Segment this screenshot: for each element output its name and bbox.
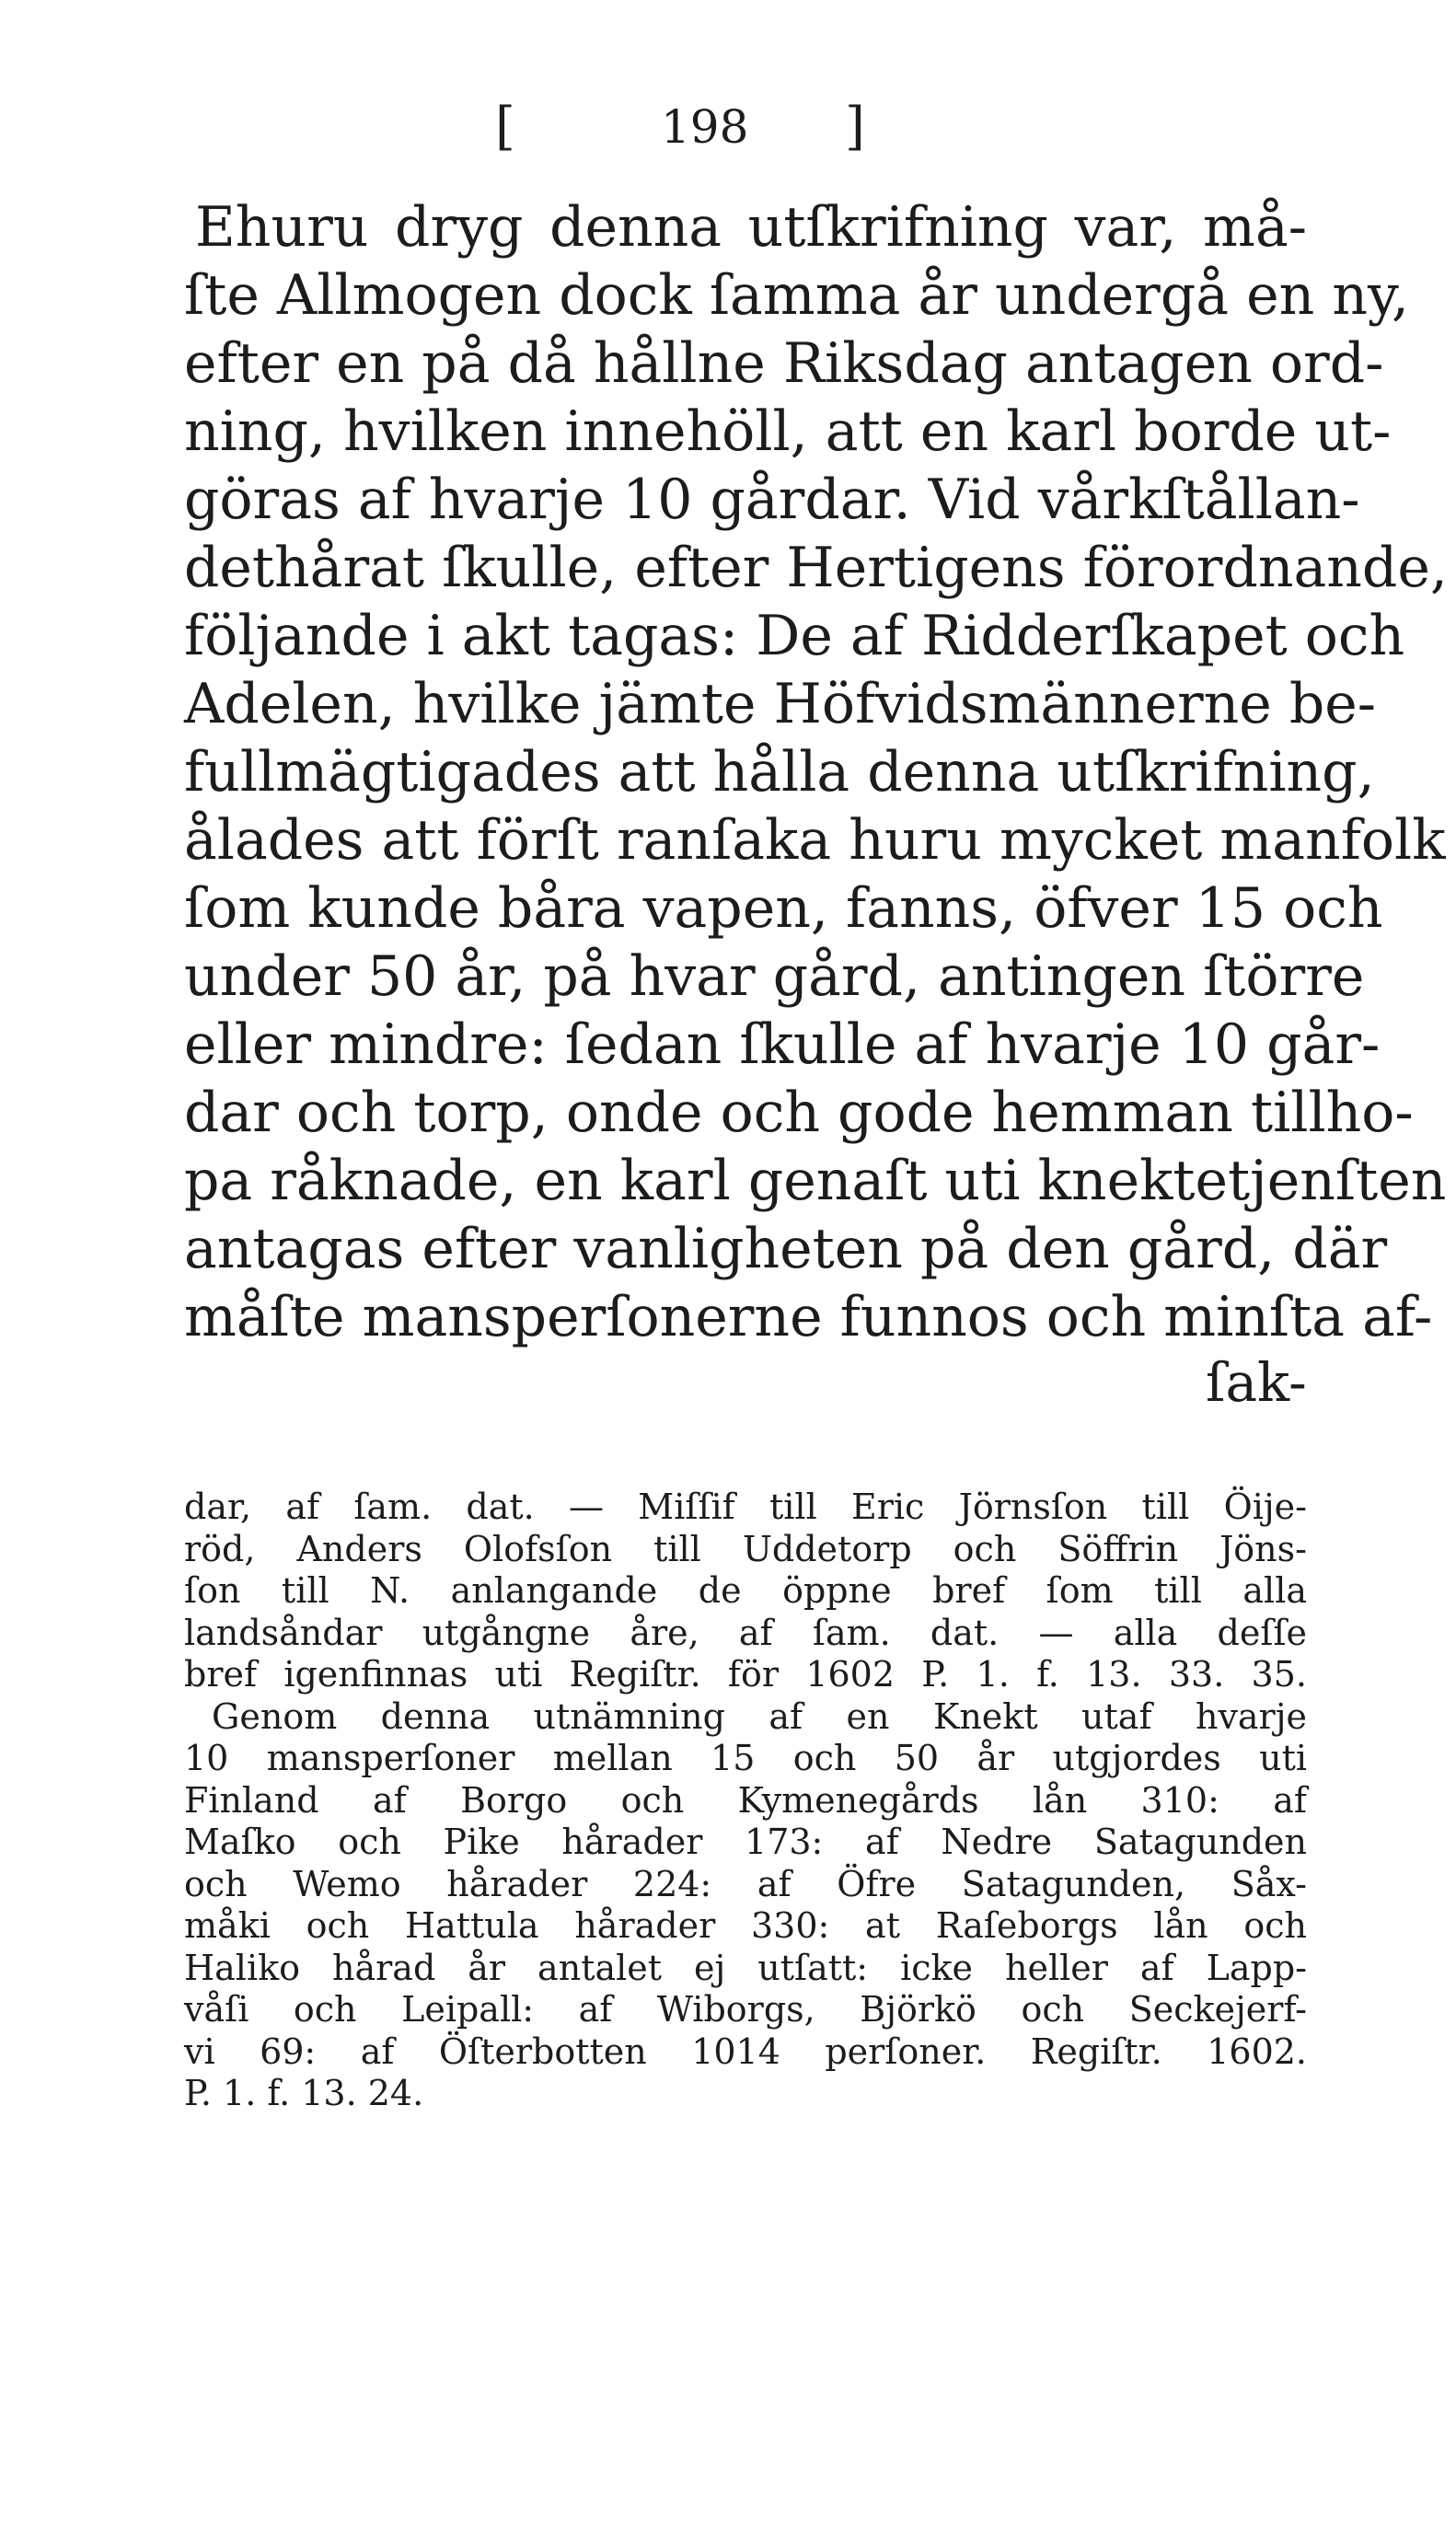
footnote-line: Haliko hårad år antalet ej utſatt: icke heller af Lapp- xyxy=(184,1947,1307,1988)
main-text-line: pa råknade, en karl genaſt uti knektetjenſten xyxy=(184,1149,1447,1213)
footnote-line: dar, af ſam. dat. — Miſſif till Eric Jörnsſon till Öije- xyxy=(184,1487,1307,1527)
main-text-line: dar och torp, onde och gode hemman tillho- xyxy=(184,1081,1414,1145)
header-bracket-right: ] xyxy=(845,97,865,156)
footnote-line: våſi och Leipall: af Wiborgs, Björkö och Seckejerf- xyxy=(184,1989,1307,2030)
main-text-line: följande i akt tagas: De af Ridderſkapet och xyxy=(184,604,1405,668)
main-text-line: antagas efter vanligheten på den gård, där xyxy=(184,1217,1388,1281)
main-text-line: efter en på då hållne Riksdag antagen ord- xyxy=(184,331,1384,396)
main-text-line: under 50 år, på hvar gård, antingen ſtörre xyxy=(184,944,1365,1009)
footnote-line: och Wemo hårader 224: af Öfre Satagunden, Såx- xyxy=(184,1863,1307,1904)
footnote-line: Maſko och Pike hårader 173: af Nedre Satagunden xyxy=(184,1822,1307,1862)
main-text xyxy=(184,193,1448,1351)
footnote-line: P. 1. f. 13. 24. xyxy=(184,2073,424,2113)
catchword: ſak- xyxy=(1206,1351,1307,1414)
main-text-line: dethårat ſkulle, efter Hertigens förordnande, xyxy=(184,536,1448,600)
footnote-line: landsåndar utgångne åre, af ſam. dat. — alla deſſe xyxy=(184,1612,1307,1653)
main-text-line: göras af hvarje 10 gårdar. Vid vårkſtållan- xyxy=(184,468,1360,532)
main-text-line: fullmägtigades att hålla denna utſkrifning, xyxy=(184,740,1375,804)
main-text-line: Ehuru dryg denna utſkrifning var, må- xyxy=(195,195,1307,260)
footnote-line: ſon till N. anlangande de öppne bref ſom till alla xyxy=(184,1570,1307,1611)
footnote-line: bref igenfinnas uti Regiſtr. för 1602 P. 1. f. 13. 33. 35. xyxy=(184,1654,1307,1695)
footnote-line: Genom denna utnämning af en Knekt utaf hvarje xyxy=(212,1695,1307,1737)
footnote-line: måki och Hattula hårader 330: at Raſeborgs lån och xyxy=(184,1905,1307,1946)
header-bracket-left: [ xyxy=(495,97,515,156)
footnote-line: vi 69: af Öſterbotten 1014 perſoner. Regiſtr. 1602. xyxy=(184,2030,1307,2072)
footnote-line: 10 mansperſoner mellan 15 och 50 år utgjordes uti xyxy=(184,1738,1307,1778)
footnote-line: röd, Anders Olofsſon till Uddetorp och Söffrin Jöns- xyxy=(184,1528,1307,1569)
page-header xyxy=(0,90,1456,164)
main-text-line: måſte mansperſonerne funnos och minſta af- xyxy=(184,1285,1433,1349)
footnote xyxy=(184,1487,1307,2115)
main-text-line: ålades att förſt ranſaka huru mycket manfolk xyxy=(184,808,1446,873)
main-text-line: eller mindre: ſedan ſkulle af hvarje 10 går- xyxy=(184,1012,1381,1077)
main-text-line: Adelen, hvilke jämte Höfvidsmännerne be- xyxy=(184,672,1377,736)
main-text-line: ſte Allmogen dock ſamma år undergå en ny, xyxy=(184,263,1409,328)
main-text-line: ſom kunde båra vapen, fanns, öfver 15 och xyxy=(184,876,1383,941)
main-text-line: ning, hvilken innehöll, att en karl borde ut- xyxy=(184,399,1392,464)
footnote-line: Finland af Borgo och Kymenegårds lån 310: af xyxy=(184,1779,1307,1821)
page-number: 198 xyxy=(661,100,749,154)
